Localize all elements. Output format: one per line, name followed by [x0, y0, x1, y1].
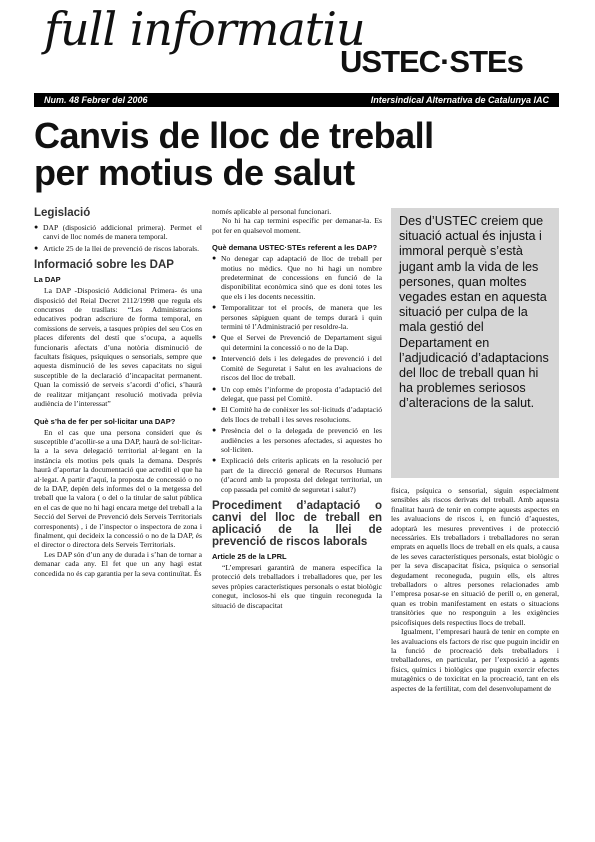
- paragraph: Les DAP són d’un any de durada i s’han de tornar a demanar cada any. El fet que un any hagi estat concedida no és cap garantia per la seva continuïtat. És: [34, 549, 202, 578]
- list-item: ● Article 25 de la llei de prevenció de riscos laborals.: [34, 244, 202, 253]
- list-item: ● Que el Servei de Prevenció de Departament sigui qui determini la concessió o no de la Dap.: [212, 333, 382, 352]
- paragraph: La DAP -Disposició Addicional Primera- és una disposició del Reial Decret 2112/1998 que regula els concursos de trasllats: “Les Administracions educatives podran adscriure de forma temporal, en comissions de serveis, a tasques pròpies del seu Cos en places diferents del destí que s’ocupa, a aquells funcionaris afectats d’una notòria disminució de facultats físiques, psíquiques o sensorials, sempre que aquesta disminució de les seves capacitats no sigui susceptible de la declaració d’incapacitat permanent. Quan la comissió de serveis s’acordi d’ofici, s’haurà de realitzar mitjançant resolució motivada prèvia audiència de l’interessat”: [34, 286, 202, 409]
- masthead-title: full informatiu: [44, 2, 365, 56]
- masthead-brand-logo: USTEC·STEs: [340, 44, 523, 79]
- list-item: ● Temporalitzar tot el procés, de manera que les persones sàpiguen quant de temps durarà i quin termini té l’Administració per resoldre-la.: [212, 303, 382, 331]
- paragraph: “L’empresari garantirà de manera específica la protecció dels treballadors i treballadores que, per les seves pròpies característiques personals o estat biològic conegut, inclosos-hi els que tinguin reconeguda la situació de discapacitat: [212, 562, 382, 610]
- list-item: ● DAP (disposició addicional primera). Permet el canvi de lloc només de manera temporal.: [34, 223, 202, 242]
- subsection-title-demandes: Què demana USTEC·STEs referent a les DAP?: [212, 243, 378, 253]
- list-item: ● El Comitè ha de conèixer les sol·licituds d’adaptació dels llocs de treball i les seves resolucions.: [212, 405, 382, 424]
- page-headline: Canvis de lloc de treball per motius de salut: [34, 115, 434, 193]
- paragraph: No hi ha cap termini específic per demanar-la. Es pot fer en qualsevol moment.: [212, 216, 382, 235]
- section-title-legislacio: Legislació: [34, 207, 91, 219]
- callout-text: Des d’USTEC creiem que situació actual és injusta i immoral perquè s’està jugant amb la vida de les persones, quan moltes vegades estan en aquesta situació per culpa de la mala gestió del Departament en l’adjudicació d’adaptacions del lloc de treball quan hi ha problemes seriosos d’alteracions de la salut.: [399, 214, 549, 411]
- subsection-title-la-dap: La DAP: [34, 275, 61, 285]
- column-3: [391, 486, 559, 693]
- issue-number: Num. 48 Febrer del 2006: [44, 95, 148, 105]
- list-item: ● No denegar cap adaptació de lloc de treball per motius no mèdics. Que no hi hagi un nombre predeterminat de concessions en funció de la disponibilitat econòmica sinó que es doni totes les que els i les docents necessitin.: [212, 254, 382, 301]
- paragraph: només aplicable al personal funcionari.: [212, 207, 332, 216]
- list-item: ● Presència del o la delegada de prevenció en les audiències a les persones afectades, si aquestes ho sol·liciten.: [212, 426, 382, 454]
- paragraph: En el cas que una persona consideri que és susceptible d’acollir-se a una DAP, haurà de sol·licitar-la a la seva delegació territorial al·legant en la instància els motius pels quals la demana. Després haurà d’aportar la documentació que acrediti el que ha al·legat. A partir d’aquí, la proposta de concessió o no de la DAP, depèn dels informes del o la metgessa del treball que la valora ( o del o la titular de salut pública en el cas de que no hi hagi encara metge del treball a la Secció del Servei de Prevenció dels Serveis Territorials corresponents) , i de l’inspector o inspectora de zona i finalment, qui decideix la concessió o no de la DAP, és el director o directora dels Serveis Territorials.: [34, 427, 202, 550]
- subsection-title-sollicitar: Què s’ha de fer per sol·licitar una DAP?: [34, 416, 176, 426]
- list-item: ● Intervenció dels i les delegades de prevenció i del Comitè de Seguretat i Salut en les avaluacions de riscos del lloc de treball.: [212, 354, 382, 382]
- section-title-procediment: Procediment d’adaptació o canvi del lloc de treball en aplicació de la llei de prevenció de riscos laborals: [212, 499, 382, 548]
- subsection-title-article-25: Article 25 de la LPRL: [212, 551, 287, 561]
- issue-bar: [34, 93, 559, 107]
- section-title-informacio: Informació sobre les DAP: [34, 259, 174, 272]
- column-1: [34, 207, 202, 578]
- list-item: ● Explicació dels criteris aplicats en la resolució per part de la direcció general de Recursos Humans (d’acord amb la proposta del delegat territorial, un cop passada pel comitè de seguretat i salut?): [212, 456, 382, 494]
- callout-box: [391, 208, 559, 478]
- column-2: [212, 207, 382, 610]
- paragraph: física, psíquica o sensorial, siguin especialment sensibles als riscos derivats del treball. Amb aquesta finalitat haurà de tenir en compte aquests aspectes en les avaluacions de riscos i, en funció d’aquestes, adoptarà les mesures preventives i de protecció necessàries. Els treballadors i treballadores no seran emprats en aquells llocs de treball en els quals, a causa de les seves característiques personals, estat biològic o per la seva discapacitat física, psíquica o sensorial degudament reconeguda, puguin ells, els altres treballadors o altres persones relacionades amb l’empresa posar-se en situació de perill o, en general, quan es trobin manifestament en estats o situacions transitòries que no responguin a les exigències psicofísiques dels respectius llocs de treball.: [391, 486, 559, 627]
- list-item: ● Un cop emès l’informe de proposta d’adaptació del delegat, que passi pel Comitè.: [212, 385, 382, 404]
- paragraph: Igualment, l’empresari haurà de tenir en compte en les avaluacions els factors de risc que puguin incidir en la funció de procreació dels treballadors i treballadores, en particular, per l’exposició a agents físics, químics i biològics que puguin exercir efectes mutagènics o de toxicitat en la procreació, tant en els aspectes de la fertilitat, com del desenvolupament de: [391, 627, 559, 693]
- organization-name: Intersindical Alternativa de Catalunya IAC: [370, 95, 549, 105]
